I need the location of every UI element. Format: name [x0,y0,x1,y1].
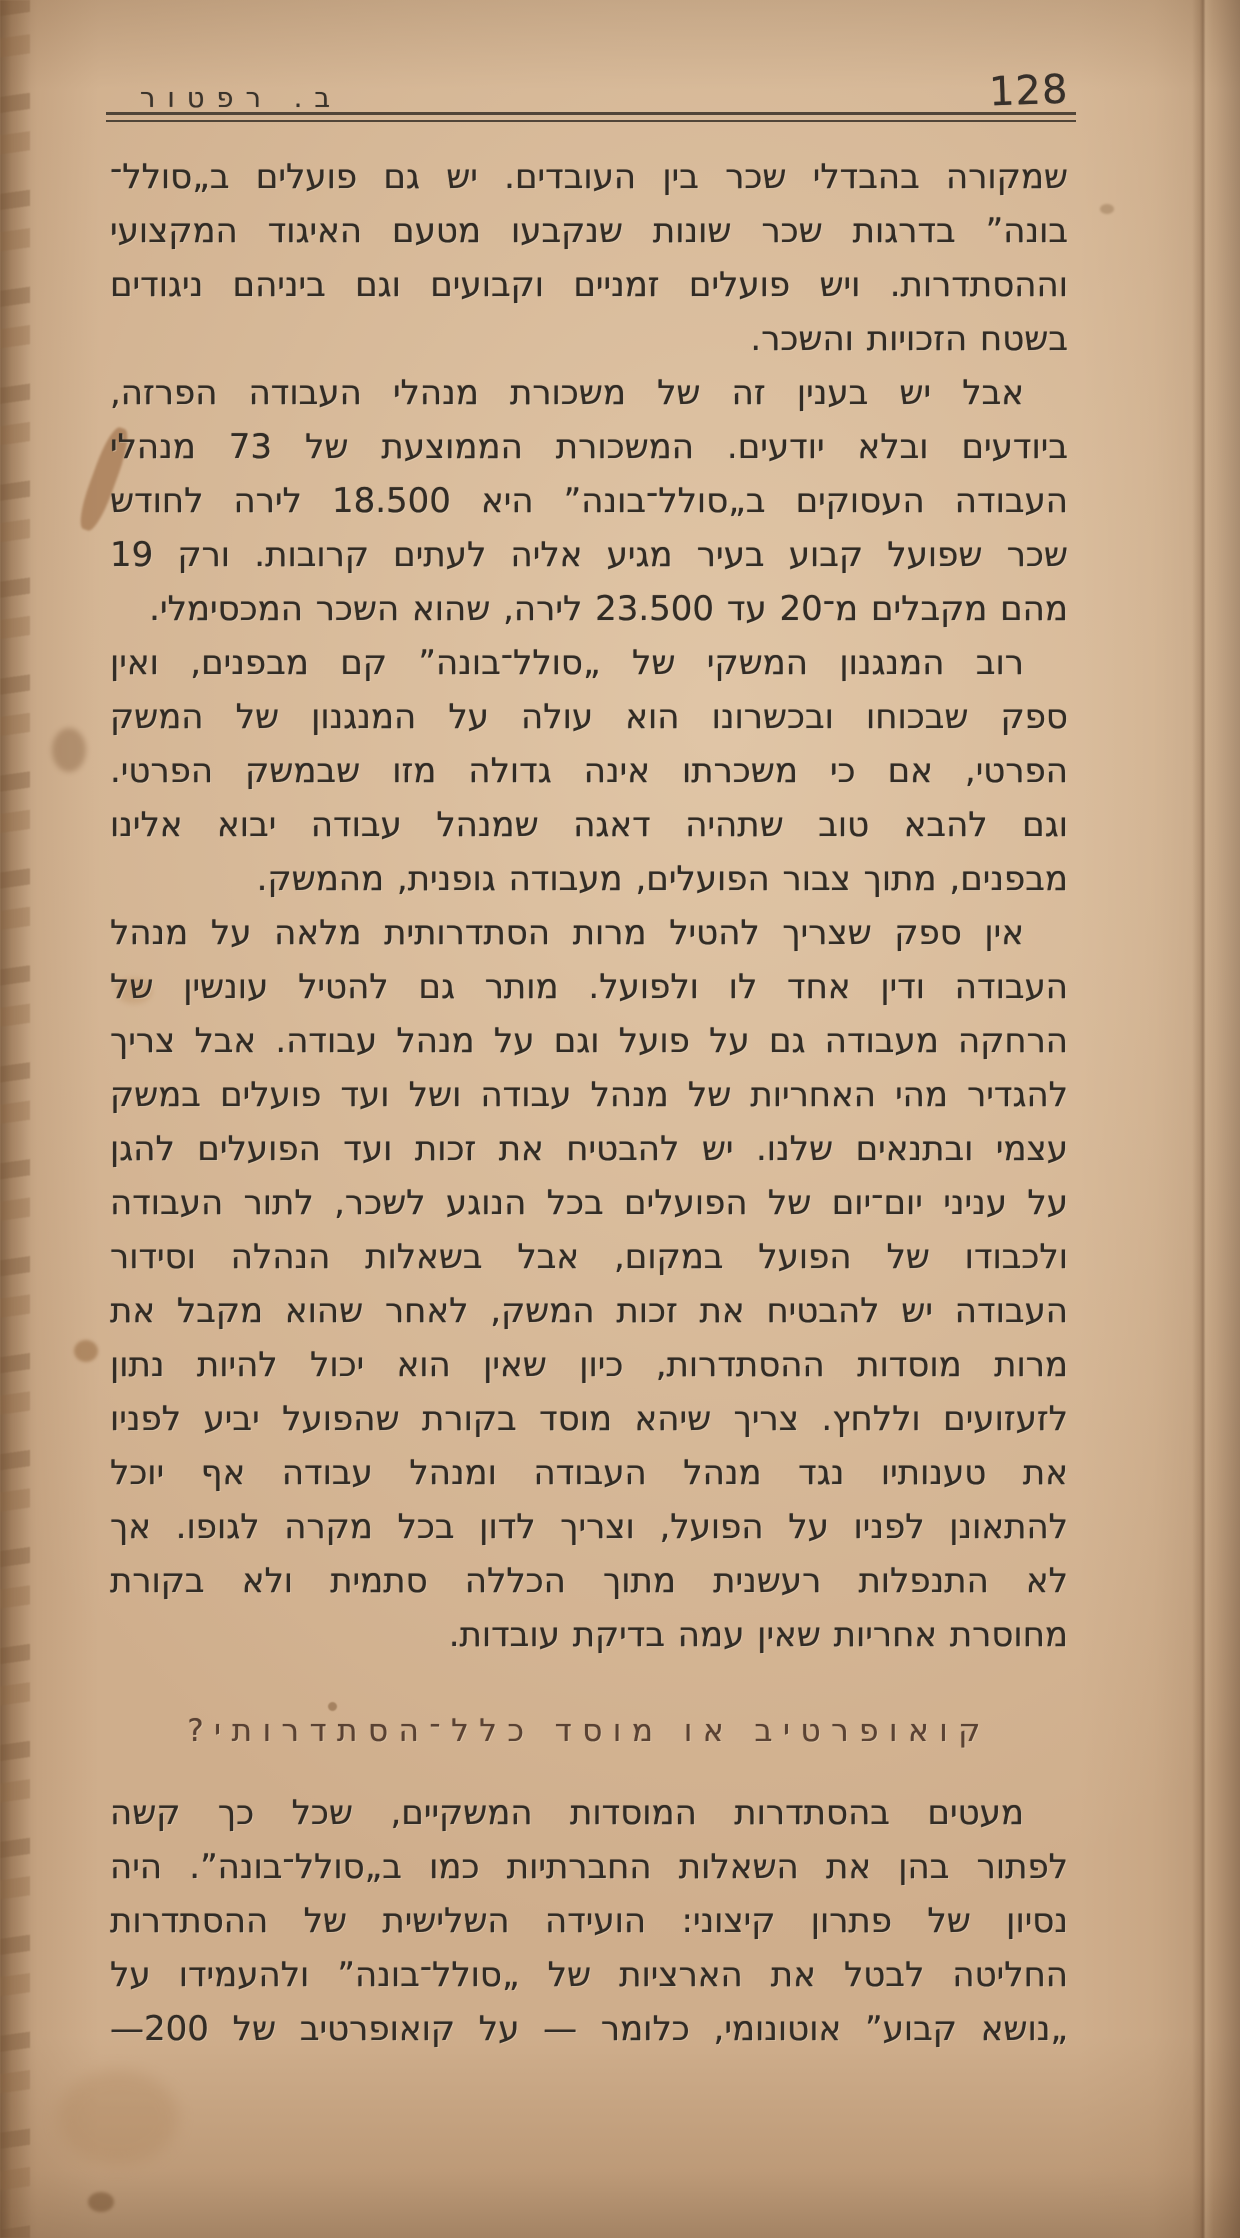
text-line: אבל יש בענין זה של משכורת מנהלי העבודה הפרזה, [110,373,1024,413]
section-heading: קואופרטיב או מוסד כלל־הסתדרותי? [187,1713,991,1749]
header-double-rule [106,112,1076,122]
body-paragraph [110,150,1068,366]
paper-stain [52,728,86,772]
text-line: בונה” בדרגות שכר שונות שנקבעו מטעם האיגוד המקצועי [110,211,1068,251]
text-line: רוב המנגנון המשקי של „סולל־בונה” קם מבפנים, ואין [110,643,1024,683]
text-line: וההסתדרות. ויש פועלים זמניים וקבועים וגם ביניהם ניגודים [110,265,1068,305]
running-header-author: ב. רפטור [140,83,343,114]
text-line: שמקורה בהבדלי שכר בין העובדים. יש גם פועלים ב„סולל־ [110,157,1068,197]
gutter-crease [1192,0,1214,2238]
text-line: הרחקה מעבודה גם על פועל וגם על מנהל עבודה. אבל צריך [110,1021,1068,1061]
page-number: 128 [987,66,1069,116]
body-paragraph [110,906,1068,1662]
text-line: לא התנפלות רעשנית מתוך הכללה סתמית ולא בקורת [110,1561,1068,1601]
paper-stain [74,1340,98,1362]
text-line: החליטה לבטל את הארציות של „סולל־בונה” ולהעמידו על [110,1955,1068,1995]
text-line: ביודעים ובלא יודעים. המשכורת הממוצעת של 73 מנהלי [110,427,1068,467]
text-line: מהם מקבלים מ־20 עד 23.500 לירה, שהוא השכר המכסימלי. [149,589,1068,629]
text-line: להתאונן לפניו על הפועל, וצריך לדון בכל מקרה לגופו. אך [110,1507,1068,1547]
text-line: מבפנים, מתוך צבור הפועלים, מעבודה גופנית, מהמשק. [256,859,1068,899]
torn-page-edge [0,0,30,2238]
text-line: מרות מוסדות ההסתדרות, כיון שאין הוא יכול להיות נתון [110,1345,1068,1385]
text-line: שכר שפועל קבוע בעיר מגיע אליה לעתים קרובות. ורק 19 [110,535,1068,575]
text-line: להגדיר מהי האחריות של מנהל עבודה ושל ועד פועלים במשק [110,1075,1068,1115]
body-paragraph [110,636,1068,906]
text-line: לפתור בהן את השאלות החברתיות כמו ב„סולל־בונה”. היה [110,1847,1068,1887]
text-line: הפרטי, אם כי משכרתו אינה גדולה מזו שבמשק הפרטי. [110,751,1068,791]
text-line: על עניני יום־יום של הפועלים בכל הנוגע לשכר, לתור העבודה [110,1183,1068,1223]
text-block [110,150,1068,2056]
text-line: העבודה יש להבטיח את זכות המשק, לאחר שהוא מקבל את [110,1291,1068,1331]
text-line: וגם להבא טוב שתהיה דאגה שמנהל עבודה יבוא אלינו [110,805,1068,845]
paper-stain [58,2070,178,2165]
paper-stain [1100,204,1114,214]
text-line: ולכבודו של הפועל במקום, אבל בשאלות הנהלה וסידור [110,1237,1068,1277]
text-line: עצמי ובתנאים שלנו. יש להבטיח את זכות ועד הפועלים להגן [110,1129,1068,1169]
text-line: בשטח הזכויות והשכר. [750,319,1068,359]
text-line: לזעזועים וללחץ. צריך שיהא מוסד בקורת שהפועל יביע לפניו [110,1399,1068,1439]
body-paragraph [110,1786,1068,2056]
paper-stain [88,2192,114,2212]
text-line: מחוסרת אחריות שאין עמה בדיקת עובדות. [448,1615,1068,1655]
text-line: מעטים בהסתדרות המוסדות המשקיים, שכל כך קשה [110,1793,1024,1833]
text-line: אין ספק שצריך להטיל מרות הסתדרותית מלאה על מנהל [110,913,1024,953]
running-header [110,66,1069,116]
text-line: נסיון של פתרון קיצוני: הועידה השלישית של ההסתדרות [110,1901,1068,1941]
text-line: ספק שבכוחו ובכשרונו הוא עולה על המנגנון של המשק [110,697,1068,737]
text-line: „נושא קבוע” אוטונומי, כלומר — על קואופרטיב של 200— [110,2009,1068,2049]
body-paragraph [110,366,1068,636]
text-line: את טענותיו נגד מנהל העבודה ומנהל עבודה אף יוכל [110,1453,1068,1493]
text-line: העבודה ודין אחד לו ולפועל. מותר גם להטיל עונשין של [110,967,1068,1007]
text-line: העבודה העסוקים ב„סולל־בונה” היא 18.500 לירה לחודש [110,481,1069,521]
